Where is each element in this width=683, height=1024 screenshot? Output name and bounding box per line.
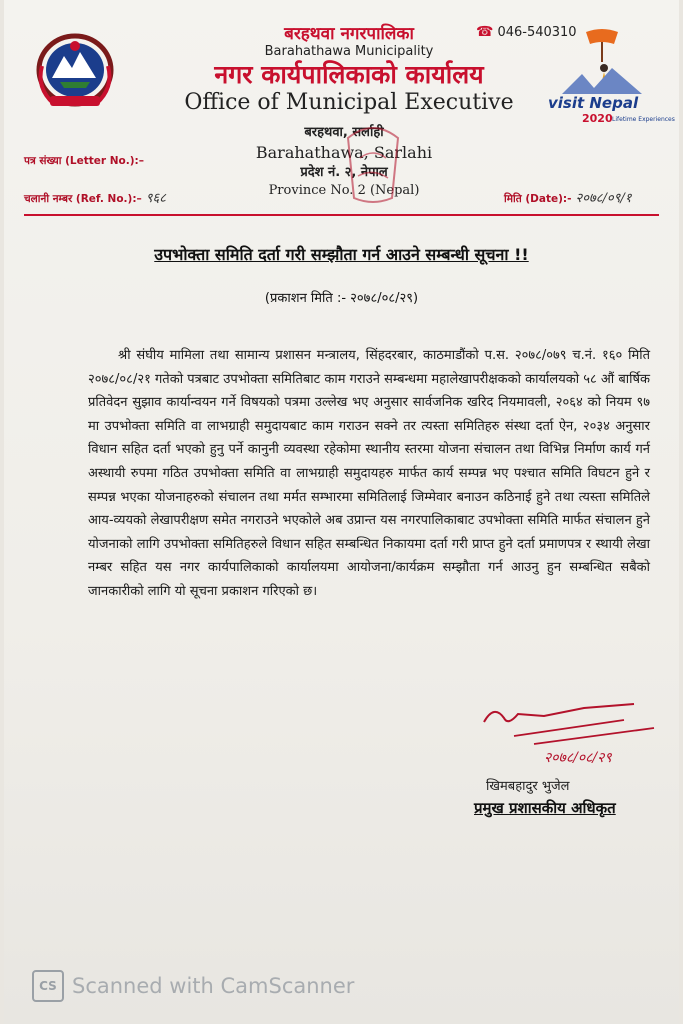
handwritten-signature xyxy=(474,700,674,770)
province-nepali: प्रदेश नं. २, नेपाल xyxy=(300,165,388,180)
address-english: Barahathawa, Sarlahi xyxy=(255,143,433,162)
visit-nepal-text: visit Nepal xyxy=(548,94,639,112)
office-stamp xyxy=(338,118,408,206)
document-page xyxy=(4,0,679,1024)
province-english: Province No. 2 (Nepal) xyxy=(268,183,420,198)
signatory-title: प्रमुख प्रशासकीय अधिकृत xyxy=(474,799,616,817)
nepal-emblem-icon xyxy=(30,26,120,118)
letter-number-label: पत्र संख्या (Letter No.):– xyxy=(24,155,144,167)
municipality-name-english: Barahathawa Municipality xyxy=(264,44,434,59)
signature-date: २०७८/०८/२९ xyxy=(544,750,612,766)
office-name-nepali: नगर कार्यपालिकाको कार्यालय xyxy=(214,60,484,89)
reference-number-label: चलानी नम्बर (Ref. No.):– xyxy=(24,193,142,205)
publication-date: (प्रकाशन मिति :- २०७८/०८/२९) xyxy=(264,291,419,306)
notice-paragraph: श्री संघीय मामिला तथा सामान्य प्रशासन मन्त्रालय, सिंहदरबार, काठमाडौंको प.स. २०७८/०७९ च.नं. १६० मिति २०७८/०८/२१ गतेको पत्रबाट उपभोक्ता समितिबाट काम गराउने सम्बन्धमा महालेखापरीक्षकको कार्यालयको ५८ औं बार्षिक प्रतिवेदन सुझाव कार्यान्वयन गर्ने विषयको पत्रमा उल्लेख भए अनुसार सार्वजनिक खरिद नियमावली, २०६४ को नियम ९७ मा उपभोक्ता समिति वा लाभग्राही समुदायबाट काम गराउन सक्ने तर त्यस्ता समितिहरु संस्था दर्ता ऐन, २०३४ अनुसार विधान सहित दर्ता भएको हुनु पर्ने कानुनी व्यवस्था रहेकोमा स्थानीय स्तरमा योजना संचालन तथा विभिन्न निर्माण कार्य गर्न अस्थायी रुपमा गठित उपभोक्ता समिति वा लाभग्राही समुदायहरु मार्फत कार्य सम्पन्न भए पश्चात समिति विघटन हुने र सम्पन्न भएका योजनाहरुको संचालन तथा मर्मत सम्भारमा समितिलाई जिम्मेवार बनाउन कठिनाई हुने तथा त्यस्ता समितिले आय-व्ययको लेखापरीक्षण समेत नगराउने भएकोले अब उप्रान्त यस नगरपालिकाबाट उपभोक्ता समिति मार्फत संचालन हुने योजनाको लागि उपभोक्ता समितिहरुले विधान सहित सम्बन्धित निकायमा दर्ता गरी प्राप्त हुने दर्ता प्रमाणपत्र र स्थायी लेखा नम्बर सहित यस नगर कार्यपालिकाको कार्यालयमा आयोजना/कार्यक्रम सम्झौता गर्न आउनु हुन सम्बन्धित सबैको जानकारीको लागि यो सूचना प्रकाशन गरिएको छ। xyxy=(88,348,650,599)
visit-nepal-logo xyxy=(542,28,675,128)
address-nepali: बरहथवा, सर्लाही xyxy=(304,125,384,140)
reference-number-value: ९६८ xyxy=(145,191,167,206)
notice-subject: उपभोक्ता समिति दर्ता गरी सम्झौता गर्न आउने सम्बन्धी सूचना !! xyxy=(154,245,529,264)
office-name-english: Office of Municipal Executive xyxy=(184,90,514,115)
camscanner-text: Scanned with CamScanner xyxy=(72,974,355,998)
visit-nepal-tagline: Lifetime Experiences xyxy=(612,116,675,123)
issue-date xyxy=(504,188,632,206)
issue-date-value: २०७८/०९/१ xyxy=(575,191,632,206)
issue-date-label: मिति (Date):- xyxy=(504,193,572,205)
camscanner-logo-icon: CS xyxy=(32,970,64,1002)
phone-value: 046-540310 xyxy=(497,25,577,40)
letter-number xyxy=(24,154,144,168)
notice-body xyxy=(88,344,650,604)
municipality-name-nepali: बरहथवा नगरपालिका xyxy=(284,24,414,44)
signatory-name: खिमबहादुर भुजेल xyxy=(486,779,570,794)
reference-number xyxy=(24,188,166,206)
visit-nepal-year: 2020 xyxy=(582,112,613,125)
header-divider xyxy=(24,214,659,216)
camscanner-watermark xyxy=(32,970,354,1002)
telephone-icon: ☎ xyxy=(476,24,494,40)
